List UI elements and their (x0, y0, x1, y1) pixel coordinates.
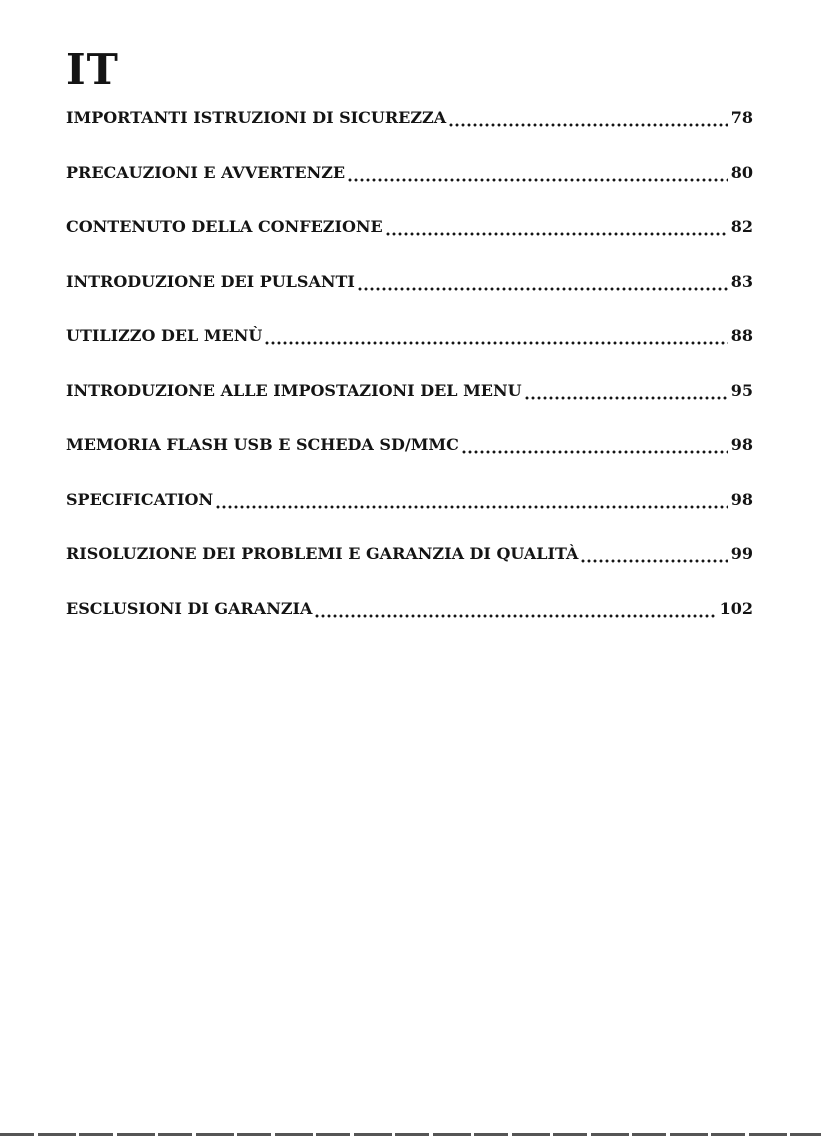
toc-entry[interactable] (66, 428, 753, 483)
toc-entry[interactable] (66, 319, 753, 374)
toc-entry-title: INTRODUZIONE ALLE IMPOSTAZIONI DEL MENU (66, 380, 522, 400)
toc-entry-title: UTILIZZO DEL MENÙ (66, 326, 263, 345)
toc-entry-title: INTRODUZIONE DEI PULSANTI (66, 271, 355, 291)
toc-entry-title: SPECIFICATION (66, 489, 214, 509)
dot-leader (347, 156, 728, 190)
toc-entry[interactable] (66, 592, 753, 647)
toc-entry[interactable] (66, 265, 753, 320)
toc-entry[interactable] (66, 210, 753, 265)
page-heading: IT (66, 45, 119, 94)
toc-entry-page: 82 (730, 217, 753, 236)
toc-entry[interactable] (66, 101, 753, 156)
toc-entry-title: IMPORTANTI ISTRUZIONI DI SICUREZZA (66, 108, 447, 127)
table-of-contents (66, 101, 753, 646)
toc-entry[interactable] (66, 156, 753, 211)
dot-leader (448, 101, 728, 135)
dot-leader (314, 592, 716, 626)
dot-leader (580, 537, 727, 571)
toc-entry-page: 99 (730, 544, 753, 563)
toc-entry[interactable] (66, 483, 753, 538)
toc-entry-title: MEMORIA FLASH USB E SCHEDA SD/MMC (66, 435, 459, 454)
toc-entry-title: PRECAUZIONI E AVVERTENZE (66, 162, 346, 182)
dot-leader (385, 210, 728, 244)
toc-entry-page: 98 (730, 489, 753, 509)
toc-entry-page: 98 (730, 435, 753, 454)
toc-entry[interactable] (66, 374, 753, 429)
toc-entry-page: 95 (730, 380, 753, 400)
toc-entry-title: CONTENUTO DELLA CONFEZIONE (66, 217, 383, 236)
toc-entry-page: 83 (730, 271, 753, 291)
toc-entry-page: 102 (719, 598, 753, 618)
toc-entry-page: 88 (730, 326, 753, 345)
toc-entry-title: RISOLUZIONE DEI PROBLEMI E GARANZIA DI QUALITÀ (66, 544, 579, 563)
dot-leader (215, 483, 728, 517)
toc-entry[interactable] (66, 537, 753, 592)
toc-entry-page: 80 (730, 162, 753, 182)
toc-entry-title: ESCLUSIONI DI GARANZIA (66, 598, 313, 618)
dot-leader (461, 428, 728, 462)
dot-leader (524, 374, 728, 408)
dot-leader (264, 319, 727, 353)
dot-leader (357, 265, 728, 299)
toc-entry-page: 78 (730, 108, 753, 127)
